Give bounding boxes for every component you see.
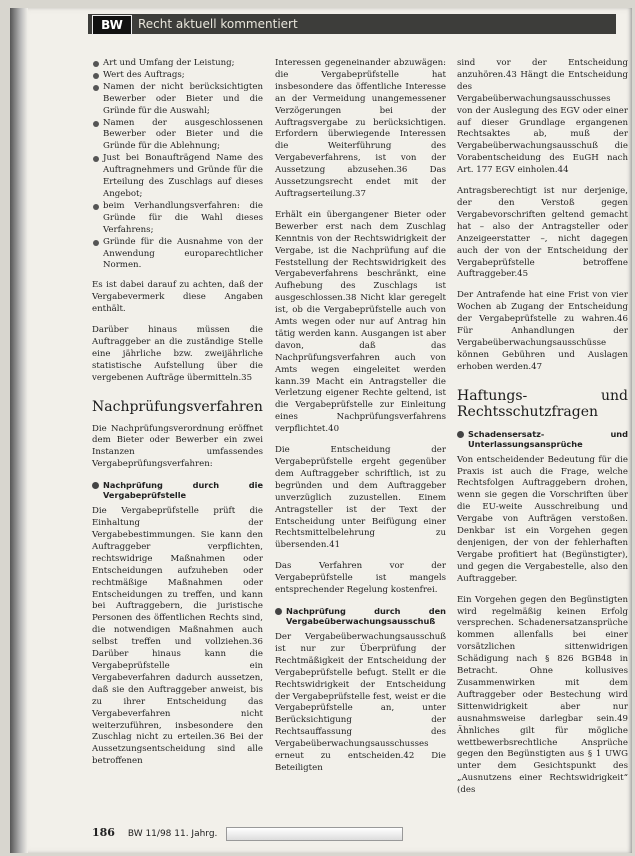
paragraph: Das Verfahren vor der Vergabeprüfstelle ist mangels entsprechender Regelung kostenfrei.: [275, 561, 446, 596]
paragraph: Der Antrafende hat eine Frist von vier Wochen ab Zugang der Entscheidung der Vergabeprüfstelle zu wahren.46 Für Anhandlungen der Vergabeüberwachungsausschüsse können Gebühren und Auslagen erhoben werden.47: [457, 290, 628, 372]
page-footer: [92, 826, 612, 840]
subsection-heading: Nachprüfung durch die Vergabeprüfstelle: [92, 480, 263, 500]
column-2: [275, 58, 446, 784]
list-item: Gründe für die Ausnahme von der Anwendung europarechtlicher Normen.: [92, 237, 263, 273]
subsection-heading: Schadensersatz- und Unterlassungsansprüche: [457, 429, 628, 449]
running-header: [88, 14, 616, 34]
footer-bar-graphic: [226, 827, 403, 841]
paragraph: Von entscheidender Bedeutung für die Praxis ist auch die Frage, welche Rechtsfolgen Auftraggebern drohen, wenn sie gegen die Vorschriften über die EU-weite Ausschreibung und Vergabe von Aufträgen verstoßen. Denkbar ist ein Vorgehen gegen denjenigen, der von der fehlerhaften Vergabe profitiert hat (Begünstigter), und gegen die Vergabestelle, also den Auftraggeber.: [457, 454, 628, 584]
list-item: Namen der nicht berücksichtigten Bewerber oder Bieter und die Gründe für die Auswahl;: [92, 82, 263, 118]
paragraph: Die Nachprüfungsverordnung eröffnet dem Bieter oder Bewerber ein zwei Instanzen umfassendes Vergabeprüfungsverfahren:: [92, 423, 263, 470]
list-item: Namen der ausgeschlossenen Bewerber oder Bieter und die Gründe für die Ablehnung;: [92, 118, 263, 154]
book-spine-shadow: [10, 8, 28, 853]
paragraph: Die Entscheidung der Vergabeprüfstelle ergeht gegenüber dem Auftraggeber schriftlich, ist zu begründen und dem Auftraggeber unverzüglich zuzustellen. Einem Antragsteller ist der Text der Entscheidung unter Beifügung einer Rechtsmittelbelehrung zu übersenden.41: [275, 445, 446, 551]
journal-logo: BW: [92, 15, 132, 35]
subsection-heading: Nachprüfung durch den Vergabeüberwachungsausschuß: [275, 606, 446, 626]
section-heading: Nachprüfungsverfahren: [92, 398, 263, 415]
page-number: 186: [92, 826, 115, 839]
list-item: Wert des Auftrags;: [92, 70, 263, 82]
journal-info: BW 11/98 11. Jahrg.: [127, 829, 218, 839]
section-heading: Haftungs- und Rechtsschutzfragen: [457, 387, 628, 420]
paragraph: Die Vergabeprüfstelle prüft die Einhaltung der Vergabebestimmungen. Sie kann den Auftraggeber verpflichten, rechtswidrige Maßnahmen oder Entscheidungen aufzuheben oder rechtmäßige Maßnahmen oder Entscheidungen zu treffen, und kann bei Auftraggebern, die juristische Personen des öffentlichen Rechts sind, die notwendigen Maßnahmen auch selbst treffen und vollziehen.36 Darüber hinaus kann die Vergabeprüfstelle ein Vergabeverfahren dadurch aussetzen, daß sie den Auftraggeber anweist, bis zu ihrer Entscheidung das Vergabeverfahren nicht weiterzuführen, insbesondere den Zuschlag nicht zu erteilen.36 Bei der Aussetzungsentscheidung sind alle betroffenen: [92, 506, 263, 767]
paragraph: Interessen gegeneinander abzuwägen: die Vergabeprüfstelle hat insbesondere das öffentliche Interesse an der Vermeidung unangemessener Verzögerungen bei der Auftragsvergabe zu berücksichtigen. Erfordern überwiegende Interessen die Weiterführung des Vergabeverfahrens, ist von der Aussetzung abzusehen.36 Das Aussetzungsrecht endet mit der Auftragserteilung.37: [275, 58, 446, 199]
paragraph: Erhält ein übergangener Bieter oder Bewerber erst nach dem Zuschlag Kenntnis von der Rechtswidrigkeit der Vergabe, ist die Nachprüfung auf die Feststellung der Rechtswidrigkeit des Vergabeverfahrens beschränkt, eine Aufhebung des Zuschlags ist ausgeschlossen.38 Nicht klar geregelt ist, ob die Vergabeprüfstelle auch von Amts wegen oder nur auf Antrag hin tätig werden kann. Ausgangen ist aber davon, daß das Nachprüfungsverfahren auch von Amts wegen eingeleitet werden kann.39 Macht ein Antragsteller die Verletzung eigener Rechte geltend, ist die Vergabeprüfstelle zur Einleitung eines Nachprüfungsverfahrens verpflichtet.40: [275, 209, 446, 435]
header-title: Recht aktuell kommentiert: [138, 17, 298, 31]
list-item: beim Verhandlungsverfahren: die Gründe für die Wahl dieses Verfahrens;: [92, 201, 263, 237]
paragraph: Ein Vorgehen gegen den Begünstigten wird regelmäßig keinen Erfolg versprechen. Schadenersatzansprüche kommen allenfalls bei einer vorsätzlichen sittenwidrigen Schädigung nach § 826 BGB48 in Betracht. Ohne kollusives Zusammenwirken mit dem Auftraggeber oder Bestechung wird Sittenwidrigkeit aber nur ausnahmsweise darlegbar sein.49 Ähnliches gilt für mögliche wettbewerbsrechtliche Ansprüche gegen den Begünstigten aus § 1 UWG unter dem Gesichtspunkt des „Ausnutzens einer Rechtswidrigkeit“ (des: [457, 594, 628, 796]
paragraph: Es ist dabei darauf zu achten, daß der Vergabevermerk diese Angaben enthält.: [92, 280, 263, 315]
column-3: [457, 58, 628, 806]
paragraph: Antragsberechtigt ist nur derjenige, der den Verstoß gegen Vergabevorschriften geltend gemacht hat – also der Antragsteller oder Anzeigeerstatter –, nicht dagegen auch der von der Entscheidung der Vergabeprüfstelle betroffene Auftraggeber.45: [457, 186, 628, 280]
paragraph: sind vor der Entscheidung anzuhören.43 Hängt die Entscheidung des Vergabeüberwachungsausschusses von der Auslegung des EGV oder einer auf dieser Grundlage ergangenen Rechtsaktes ab, muß der Vergabeüberwachungsausschuß die Vorabentscheidung des EuGH nach Art. 177 EGV einholen.44: [457, 58, 628, 176]
list-item: Art und Umfang der Leistung;: [92, 58, 263, 70]
column-1: [92, 58, 263, 777]
list-item: Just bei Bonaufträgend Name des Auftragnehmers und Gründe für die Erteilung des Zuschlags auf dieses Angebot;: [92, 153, 263, 201]
paragraph: Der Vergabeüberwachungsausschuß ist nur zur Überprüfung der Rechtmäßigkeit der Entscheidung der Vergabeprüfstelle befugt. Stellt er die Rechtswidrigkeit der Entscheidung der Vergabeprüfstelle fest, weist er die Vergabeprüfstelle an, unter Berücksichtigung der Rechtsauffassung des Vergabeüberwachungsausschusses erneut zu entscheiden.42 Die Beteiligten: [275, 631, 446, 773]
requirements-list: [92, 58, 263, 272]
paragraph: Darüber hinaus müssen die Auftraggeber an die zuständige Stelle eine jährliche bzw. zweijährliche statistische Aufstellung über die vergebenen Aufträge übermitteln.35: [92, 325, 263, 383]
